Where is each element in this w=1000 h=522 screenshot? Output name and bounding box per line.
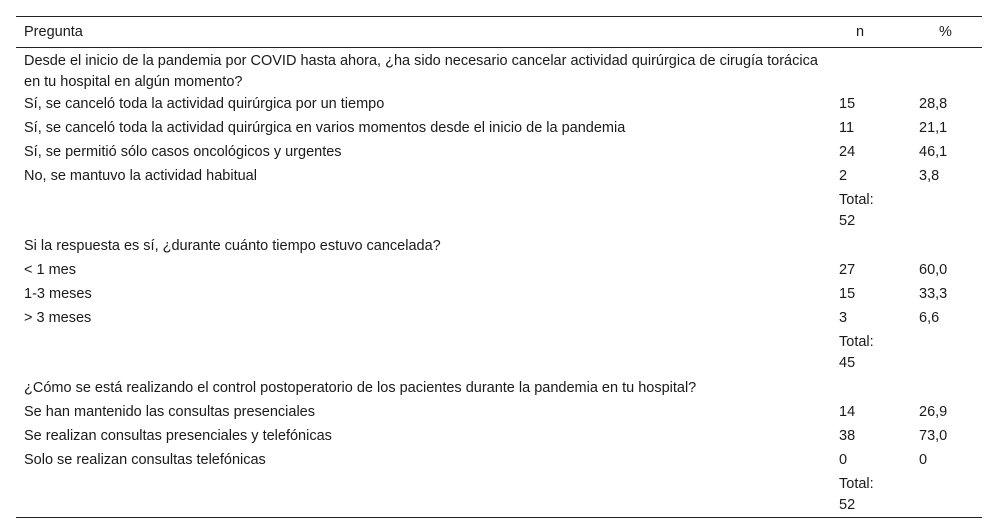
answer-percent: 3,8 xyxy=(919,168,940,184)
total-cell xyxy=(831,189,911,233)
empty-cell xyxy=(831,233,911,259)
empty-cell xyxy=(911,375,982,401)
answer-n: 14 xyxy=(839,404,856,420)
answer-n: 2 xyxy=(839,168,848,184)
question-text: Si la respuesta es sí, ¿durante cuánto tiempo estuvo cancelada? xyxy=(24,238,441,254)
answer-n: 15 xyxy=(839,286,856,302)
total-value: Total: 52 xyxy=(839,192,874,229)
empty-cell xyxy=(16,331,831,375)
empty-cell xyxy=(16,473,831,518)
answer-n: 24 xyxy=(839,144,856,160)
answer-label: Se realizan consultas presenciales y telefónicas xyxy=(24,428,332,444)
answer-row xyxy=(16,307,982,331)
header-pregunta: Pregunta xyxy=(24,24,83,40)
answer-row xyxy=(16,117,982,141)
answer-n: 0 xyxy=(839,452,848,468)
total-row xyxy=(16,331,982,375)
answer-label: No, se mantuvo la actividad habitual xyxy=(24,168,257,184)
question-row xyxy=(16,375,982,401)
answer-percent: 28,8 xyxy=(919,96,948,112)
empty-cell xyxy=(911,473,982,518)
answer-percent: 33,3 xyxy=(919,286,948,302)
total-cell xyxy=(831,473,911,518)
answer-label: > 3 meses xyxy=(24,310,92,326)
table-body xyxy=(16,48,982,518)
survey-table-container xyxy=(16,16,982,518)
question-text: ¿Cómo se está realizando el control postoperatorio de los pacientes durante la pandemia en tu hospital? xyxy=(24,380,697,396)
total-value: Total: 45 xyxy=(839,334,874,371)
empty-cell xyxy=(911,48,982,94)
answer-label: Sí, se permitió sólo casos oncológicos y urgentes xyxy=(24,144,342,160)
answer-row xyxy=(16,425,982,449)
header-row xyxy=(16,17,982,48)
answer-percent: 6,6 xyxy=(919,310,940,326)
survey-table xyxy=(16,16,982,518)
empty-cell xyxy=(911,331,982,375)
answer-label: Sí, se canceló toda la actividad quirúrgica en varios momentos desde el inicio de la pandemia xyxy=(24,120,626,136)
answer-row xyxy=(16,449,982,473)
answer-row xyxy=(16,165,982,189)
answer-n: 11 xyxy=(839,120,855,136)
answer-label: < 1 mes xyxy=(24,262,76,278)
answer-percent: 21,1 xyxy=(919,120,948,136)
total-row xyxy=(16,473,982,518)
answer-n: 38 xyxy=(839,428,856,444)
answer-label: Solo se realizan consultas telefónicas xyxy=(24,452,266,468)
header-percent: % xyxy=(939,24,952,40)
answer-row xyxy=(16,283,982,307)
answer-percent: 46,1 xyxy=(919,144,948,160)
total-cell xyxy=(831,331,911,375)
question-row xyxy=(16,233,982,259)
empty-cell xyxy=(16,189,831,233)
answer-label: Sí, se canceló toda la actividad quirúrgica por un tiempo xyxy=(24,96,385,112)
table-header xyxy=(16,17,982,48)
answer-row xyxy=(16,259,982,283)
empty-cell xyxy=(911,189,982,233)
question-text: Desde el inicio de la pandemia por COVID hasta ahora, ¿ha sido necesario cancelar actividad quirúrgica de cirugía torácica en tu hospital en algún momento? xyxy=(24,53,818,90)
answer-label: Se han mantenido las consultas presenciales xyxy=(24,404,315,420)
answer-percent: 0 xyxy=(919,452,928,468)
answer-label: 1-3 meses xyxy=(24,286,92,302)
answer-n: 15 xyxy=(839,96,856,112)
answer-percent: 60,0 xyxy=(919,262,948,278)
answer-row xyxy=(16,141,982,165)
answer-n: 3 xyxy=(839,310,848,326)
answer-row xyxy=(16,401,982,425)
answer-percent: 26,9 xyxy=(919,404,948,420)
question-row xyxy=(16,48,982,94)
answer-row xyxy=(16,93,982,117)
total-row xyxy=(16,189,982,233)
answer-n: 27 xyxy=(839,262,856,278)
empty-cell xyxy=(911,233,982,259)
empty-cell xyxy=(831,48,911,94)
header-n: n xyxy=(856,24,865,40)
total-value: Total: 52 xyxy=(839,476,874,513)
answer-percent: 73,0 xyxy=(919,428,948,444)
empty-cell xyxy=(831,375,911,401)
